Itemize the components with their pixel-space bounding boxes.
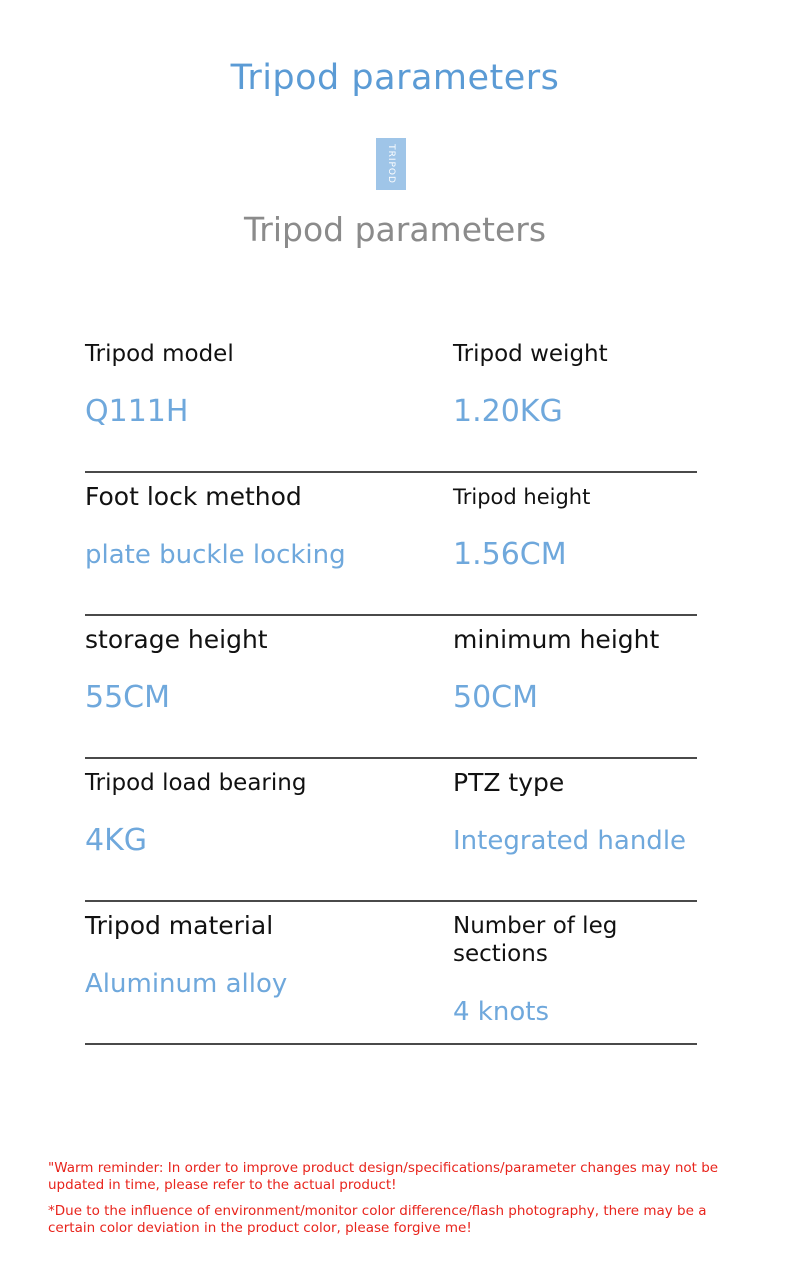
- parameter-label: Number of leg sections: [453, 913, 618, 967]
- table-cell-left: [85, 330, 440, 429]
- parameter-value: Aluminum alloy: [85, 969, 288, 999]
- table-row: [85, 759, 697, 902]
- table-cell-right: [453, 330, 703, 429]
- parameter-value: 4KG: [85, 823, 148, 858]
- page-title: Tripod parameters: [230, 58, 560, 98]
- parameter-table: [85, 330, 697, 1045]
- table-row: [85, 473, 697, 616]
- parameter-value: Q111H: [85, 394, 189, 429]
- table-cell-left: [85, 902, 440, 1001]
- parameter-label: Foot lock method: [85, 482, 302, 511]
- table-cell-right: [453, 473, 703, 572]
- parameter-label: Tripod load bearing: [85, 770, 307, 796]
- table-cell-left: [85, 473, 440, 572]
- disclaimer-notes: [48, 1160, 748, 1246]
- parameter-value: 1.20KG: [453, 394, 563, 429]
- tripod-badge-label: TRIPOD: [386, 144, 397, 184]
- parameter-label: Tripod height: [453, 485, 591, 509]
- table-cell-right: [453, 902, 703, 1029]
- table-row: [85, 616, 697, 759]
- parameter-label: Tripod model: [85, 341, 234, 367]
- parameter-label: PTZ type: [453, 768, 565, 797]
- table-cell-right: [453, 759, 703, 858]
- parameter-label: storage height: [85, 625, 268, 654]
- parameter-label: minimum height: [453, 625, 660, 654]
- parameter-value: Integrated handle: [453, 826, 687, 856]
- table-row: [85, 902, 697, 1045]
- table-cell-right: [453, 616, 703, 715]
- table-cell-left: [85, 616, 440, 715]
- page-subtitle: Tripod parameters: [243, 210, 547, 249]
- disclaimer-line-1: "Warm reminder: In order to improve product design/specifications/parameter changes may not be updated in time, please refer to the actual product!: [48, 1160, 719, 1193]
- table-row: [85, 330, 697, 473]
- parameter-label: Tripod material: [85, 911, 274, 940]
- tripod-badge: [376, 138, 406, 190]
- parameter-value: 55CM: [85, 680, 171, 715]
- parameter-value: 50CM: [453, 680, 539, 715]
- disclaimer-line-2: *Due to the influence of environment/monitor color difference/flash photography, there may be a certain color deviation in the product color, please forgive me!: [48, 1203, 707, 1236]
- table-cell-left: [85, 759, 440, 858]
- parameter-value: 4 knots: [453, 997, 549, 1027]
- parameter-label: Tripod weight: [453, 341, 608, 367]
- parameter-value: 1.56CM: [453, 537, 567, 572]
- parameter-value: plate buckle locking: [85, 540, 346, 570]
